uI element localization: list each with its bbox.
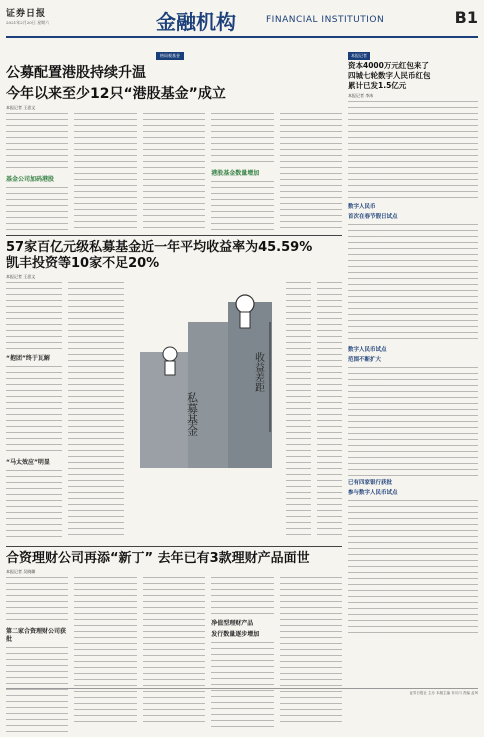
text-column	[348, 101, 478, 636]
headline: 合资理财公司再添“新丁” 去年已有3款理财产品面世	[6, 551, 310, 566]
headline-line-2: 四城七轮数字人民币红包	[348, 71, 431, 80]
divider	[6, 235, 342, 236]
text-column	[280, 577, 342, 727]
subhead: 参与数字人民币试点	[348, 490, 398, 496]
headline-line-1: 资本4000万元红包来了	[348, 61, 429, 70]
section-title: 金融机构	[156, 10, 236, 34]
page-number: B1	[454, 8, 478, 27]
headline-line-2: 今年以来至少12只“港股基金”成立	[6, 86, 226, 102]
article-private-funds	[6, 240, 342, 542]
headline-line-3: 累计已发1.5亿元	[348, 81, 407, 90]
paper-date: 2021年2月20日 星期六	[6, 20, 50, 25]
subhead: 范围不断扩大	[348, 357, 382, 363]
article-tag: 本报记者	[348, 52, 370, 60]
text-column	[68, 282, 124, 542]
subhead: 数字人民币试点	[348, 347, 387, 353]
subhead: 已有四家银行获批	[348, 480, 393, 486]
byline: 本报记者 李冰	[348, 93, 374, 98]
subhead: 数字人民币	[348, 204, 376, 210]
text-column	[317, 282, 342, 542]
text-column	[74, 577, 136, 727]
money-stack-illustration	[130, 282, 280, 472]
subhead: 净值型理财产品	[211, 620, 254, 627]
subhead: 第二家合资理财公司获批	[6, 628, 67, 643]
footer: 证券日报社 主办 本版主编 乔川川 责编 孟珂	[6, 688, 478, 696]
text-column	[6, 282, 62, 542]
illustration-label: 私募基金	[185, 392, 199, 436]
text-column	[143, 113, 205, 231]
subhead: “马太效应”明显	[6, 459, 50, 466]
subhead: “抱团”终于瓦解	[6, 355, 50, 362]
article-jv-wealth-mgmt	[6, 551, 342, 727]
byline: 本报记者 吴晓璐	[6, 569, 36, 574]
illustration-label: 收益差距	[252, 352, 264, 392]
subhead: 首次在春节假日试点	[348, 214, 398, 220]
paper-name: 证券日报	[6, 9, 47, 19]
subhead: 基金公司加码港股	[6, 176, 55, 183]
byline: 本报记者 王思文	[6, 105, 36, 110]
masthead	[6, 4, 478, 38]
text-column	[280, 113, 342, 231]
main-column	[6, 42, 342, 727]
divider	[6, 546, 342, 547]
text-column	[6, 113, 68, 231]
right-column	[348, 42, 478, 636]
text-column	[286, 282, 311, 542]
illustration	[130, 282, 280, 472]
subhead: 港股基金数量增加	[211, 170, 260, 177]
subhead: 发行数量逐步增加	[211, 631, 260, 638]
section-title-english: FINANCIAL INSTITUTION	[266, 15, 385, 25]
text-column	[211, 577, 273, 727]
article-hk-stock-funds	[6, 42, 342, 231]
headline-line-2: 凯丰投资等10家不足20%	[6, 256, 160, 271]
text-column	[6, 577, 68, 727]
text-column	[74, 113, 136, 231]
article-tag: 格局观基金	[156, 52, 184, 60]
text-column	[211, 113, 273, 231]
text-column	[143, 577, 205, 727]
headline-line-1: 公募配置港股持续升温	[6, 65, 146, 81]
byline: 本报记者 王思文	[6, 274, 36, 279]
headline-line-1: 57家百亿元级私募基金近一年平均收益率为45.59%	[6, 240, 313, 255]
